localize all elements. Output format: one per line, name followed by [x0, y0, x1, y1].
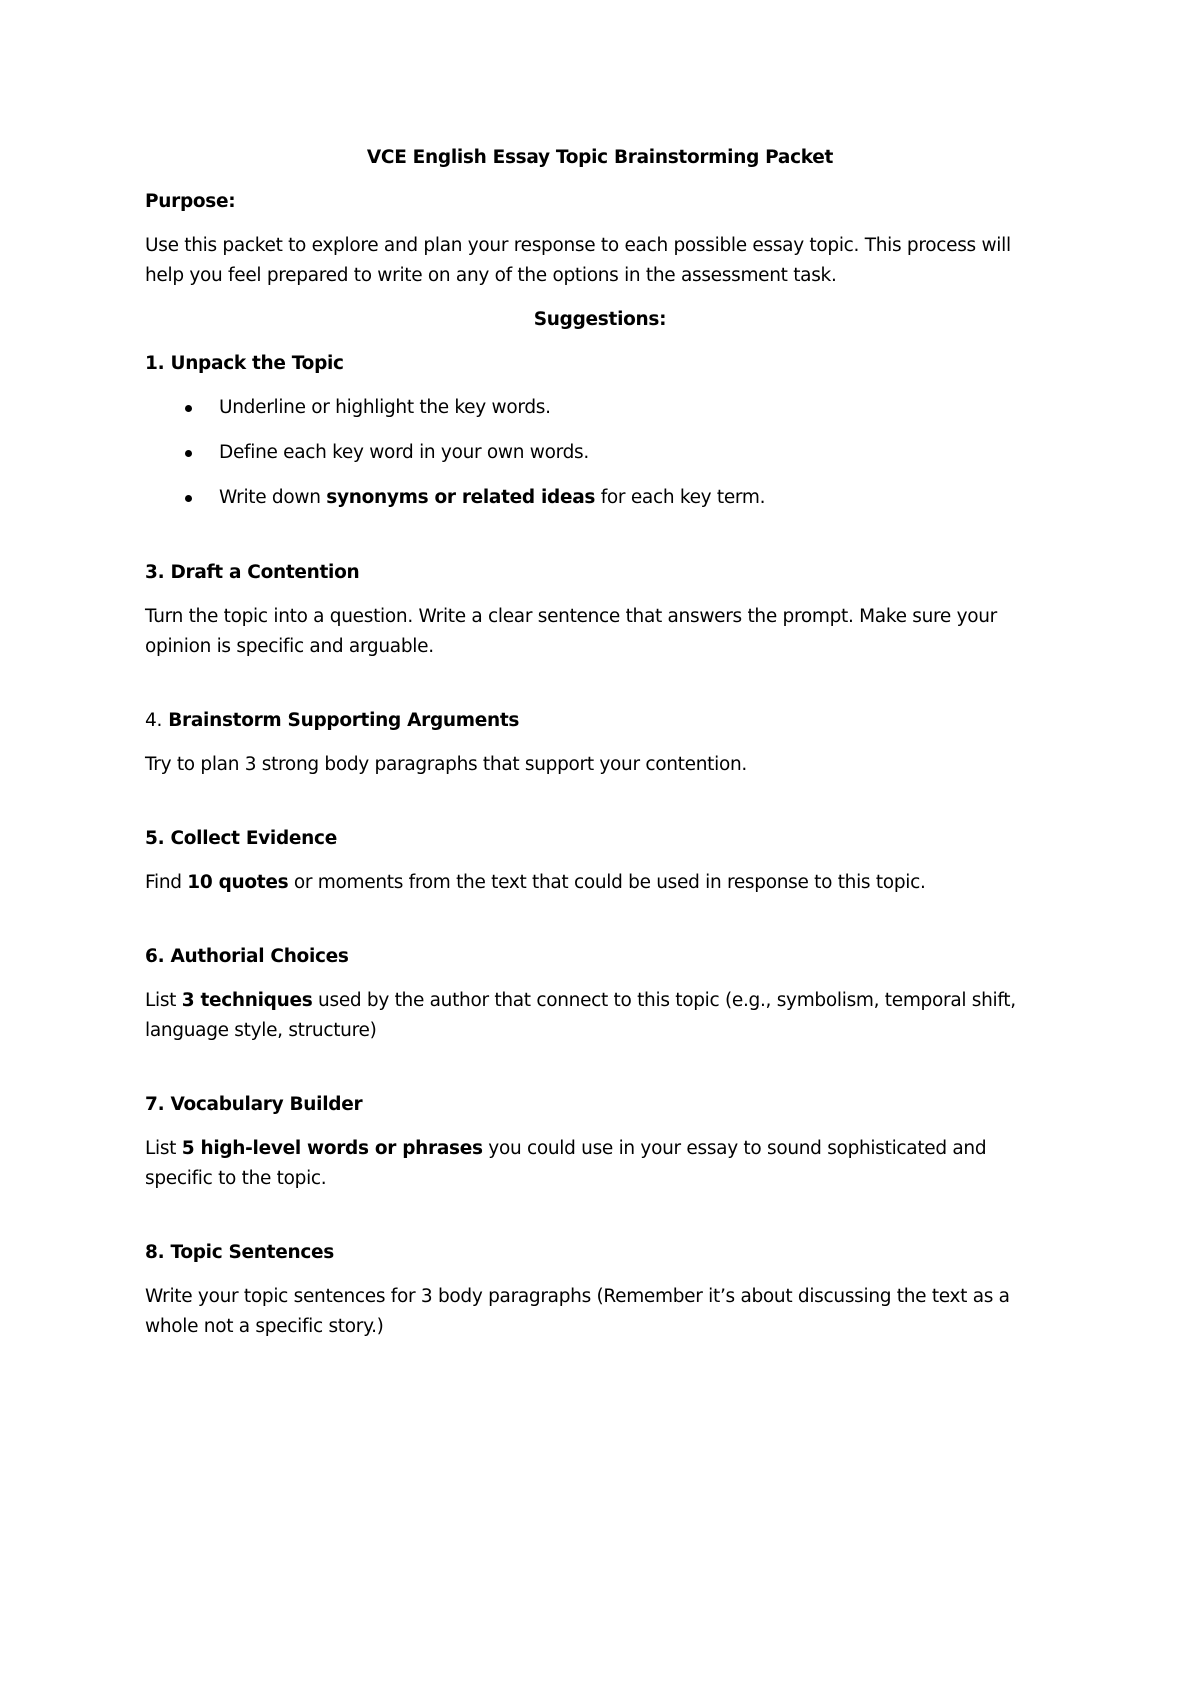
- evidence-text: [145, 868, 1055, 898]
- section-heading-evidence: [145, 824, 1055, 854]
- purpose-text: Use this packet to explore and plan your response to each possible essay topic. This process will help you feel prepared to write on any of the options in the assessment task.: [145, 235, 1011, 286]
- document-body: [145, 143, 1055, 1356]
- vocabulary-text-pre: List: [145, 1138, 182, 1159]
- list-item-text-bold: synonyms or related ideas: [326, 487, 596, 508]
- authorial-text-bold: 3 techniques: [181, 990, 313, 1011]
- section-spacer: [145, 528, 1055, 558]
- section-spacer: [145, 1208, 1055, 1238]
- authorial-text-post: used by the author that connect to this topic (e.g., symbolism, temporal shift, language style, structure): [145, 990, 1016, 1041]
- purpose-label: Purpose:: [145, 191, 236, 212]
- section-heading-contention: [145, 558, 1055, 588]
- section-number: 8.: [145, 1242, 165, 1263]
- section-title: Brainstorm Supporting Arguments: [168, 710, 520, 731]
- section-heading-topic-sentences: [145, 1238, 1055, 1268]
- section-spacer: [145, 794, 1055, 824]
- vocabulary-text: [145, 1134, 1055, 1194]
- bullet-icon: [185, 495, 192, 502]
- evidence-text-post: or moments from the text that could be used in response to this topic.: [288, 872, 926, 893]
- topic-sentences-text: Write your topic sentences for 3 body paragraphs (Remember it’s about discussing the text as a whole not a specific story.): [145, 1286, 1010, 1337]
- section-spacer: [145, 676, 1055, 706]
- list-item: [145, 393, 1055, 423]
- section-number: 5.: [145, 828, 165, 849]
- section-heading-vocabulary: [145, 1090, 1055, 1120]
- section-heading-authorial: [145, 942, 1055, 972]
- section-number: 1.: [145, 353, 165, 374]
- suggestions-heading: Suggestions:: [533, 309, 667, 330]
- authorial-text: [145, 986, 1055, 1046]
- authorial-text-pre: List: [145, 990, 182, 1011]
- unpack-bullet-list: [145, 393, 1055, 513]
- bullet-icon: [185, 450, 192, 457]
- evidence-text-bold: 10 quotes: [187, 872, 289, 893]
- document-title: VCE English Essay Topic Brainstorming Packet: [366, 147, 834, 168]
- list-item: [145, 483, 1055, 513]
- bullet-icon: [185, 405, 192, 412]
- vocabulary-text-post: you could use in your essay to sound sophisticated and specific to the topic.: [145, 1138, 987, 1189]
- list-item-text-pre: Write down: [219, 487, 327, 508]
- list-item-text: Underline or highlight the key words.: [219, 397, 551, 418]
- section-number: 4.: [145, 710, 163, 731]
- section-number: 7.: [145, 1094, 165, 1115]
- section-title: Collect Evidence: [170, 828, 337, 849]
- section-spacer: [145, 912, 1055, 942]
- section-title: Vocabulary Builder: [170, 1094, 363, 1115]
- section-title: Topic Sentences: [170, 1242, 334, 1263]
- arguments-text: Try to plan 3 strong body paragraphs that support your contention.: [145, 754, 747, 775]
- vocabulary-text-bold: 5 high-level words or phrases: [181, 1138, 483, 1159]
- section-title: Authorial Choices: [170, 946, 349, 967]
- section-heading-unpack: [145, 349, 1055, 379]
- list-item: [145, 438, 1055, 468]
- section-heading-arguments: [145, 706, 1055, 736]
- section-title: Draft a Contention: [170, 562, 360, 583]
- section-spacer: [145, 1060, 1055, 1090]
- section-title: Unpack the Topic: [170, 353, 344, 374]
- evidence-text-pre: Find: [145, 872, 188, 893]
- section-number: 3.: [145, 562, 165, 583]
- list-item-text: Define each key word in your own words.: [219, 442, 589, 463]
- contention-text: Turn the topic into a question. Write a clear sentence that answers the prompt. Make sure your opinion is specific and arguable.: [145, 606, 997, 657]
- section-number: 6.: [145, 946, 165, 967]
- list-item-text-post: for each key term.: [595, 487, 766, 508]
